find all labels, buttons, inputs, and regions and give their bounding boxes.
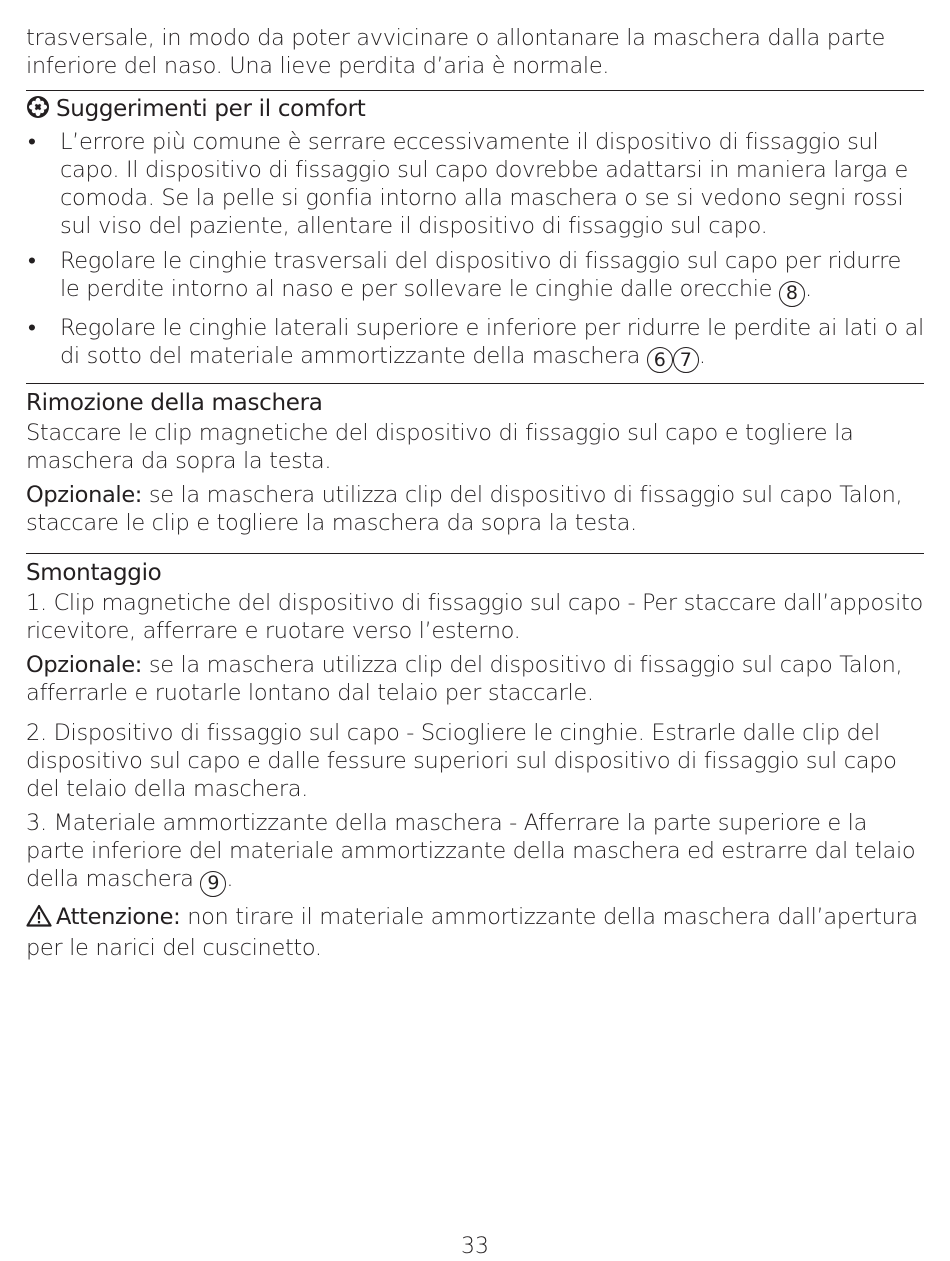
optional-text: se la maschera utilizza clip del dispositivo di fissaggio sul capo Talon, afferrarle e ruotarle lontano dal telaio per staccarle. [26,652,903,706]
disassembly-step-2: 2. Dispositivo di fissaggio sul capo - Sciogliere le cinghie. Estrarle dalle clip del dispositivo sul capo e dalle fessure superiori sul dispositivo di fissaggio sul capo del telaio della maschera. [26,720,897,802]
removal-section [26,389,924,537]
page-number: 33 [461,1234,489,1259]
document-page [26,24,924,968]
optional-label: Opzionale: [26,652,143,678]
optional-label: Opzionale: [26,482,143,508]
warning-text: non tirare il materiale ammortizzante della maschera dall’apertura per le narici del cuscinetto. [26,903,918,961]
list-item-text: L’errore più comune è serrare eccessivamente il dispositivo di fissaggio sul capo. Il dispositivo di fissaggio sul capo dovrebbe adattarsi in maniera larga e comoda. Se la pelle si gonfia intorno alla maschera o se si vedono segni rossi sul viso del paziente, allentare il dispositivo di fissaggio sul capo. [60,129,909,239]
figure-ref-badge: 6 [647,347,673,373]
section-divider [26,90,924,91]
optional-text: se la maschera utilizza clip del dispositivo di fissaggio sul capo Talon, staccare le clip e togliere la maschera da sopra la testa. [26,482,903,536]
warning-paragraph [26,903,924,962]
list-item [26,314,924,374]
list-item-end: . [804,276,812,302]
figure-ref-badge: 8 [779,281,805,307]
disassembly-optional-paragraph [26,651,924,707]
comfort-list [26,128,924,373]
warning-triangle-icon [26,904,52,934]
removal-optional-paragraph [26,481,924,537]
section-divider [26,383,924,384]
intro-paragraph: trasversale, in modo da poter avvicinare o allontanare la maschera dalla parte inferiore del naso. Una lieve perdita d’aria è normale. [26,25,886,79]
step-3-end: . [226,866,234,892]
disassembly-step-3 [26,809,924,897]
list-item-text: Regolare le cinghie trasversali del dispositivo di fissaggio sul capo per ridurre le perdite intorno al naso e per sollevare le cinghie dalle orecchie [60,248,902,302]
removal-heading: Rimozione della maschera [26,390,323,416]
list-item [26,247,924,307]
list-item-text: Regolare le cinghie laterali superiore e inferiore per ridurre le perdite ai lati o al di sotto del materiale ammortizzante della maschera [60,314,924,369]
figure-ref-badge: 7 [673,347,699,373]
comfort-heading-text: Suggerimenti per il comfort [56,96,366,122]
gear-tip-icon [26,95,50,126]
list-item [26,128,924,240]
bullet: • [28,129,36,155]
list-item-end: . [698,342,706,369]
disassembly-section [26,559,924,962]
step-3-text: 3. Materiale ammortizzante della maschera - Afferrare la parte superiore e la parte inferiore del materiale ammortizzante della maschera ed estrarre dal telaio della maschera [26,810,916,892]
disassembly-step-1: 1. Clip magnetiche del dispositivo di fissaggio sul capo - Per staccare dall’apposito ricevitore, afferrare e ruotare verso l’esterno. [26,590,923,644]
bullet: • [28,314,36,341]
warning-label: Attenzione: [56,903,181,930]
comfort-section [26,95,924,373]
comfort-heading [26,95,924,126]
figure-ref-badge: 9 [200,871,226,897]
bullet: • [28,248,36,274]
disassembly-heading: Smontaggio [26,560,162,586]
removal-paragraph: Staccare le clip magnetiche del dispositivo di fissaggio sul capo e togliere la maschera da sopra la testa. [26,420,854,474]
section-divider [26,553,924,554]
